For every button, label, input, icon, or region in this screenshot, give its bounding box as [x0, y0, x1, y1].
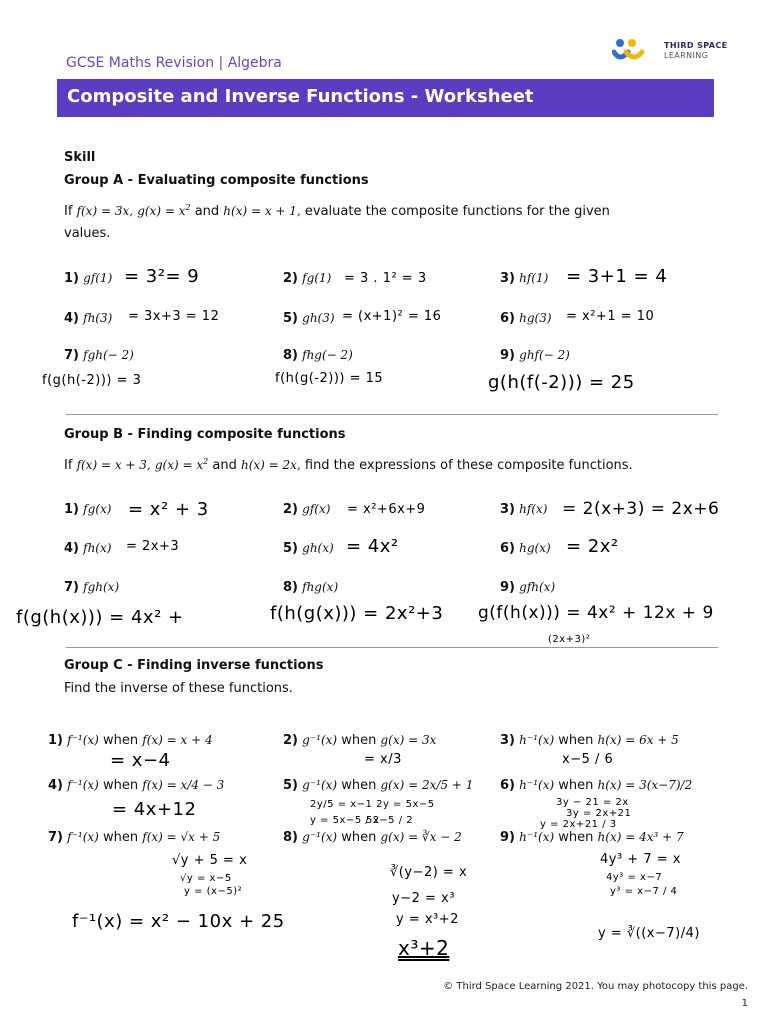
q-def: h(x) = 3(x−7)/2: [597, 778, 693, 792]
q-number: 2): [283, 733, 298, 748]
q-expr: ghf(− 2): [519, 348, 570, 362]
q-number: 2): [283, 502, 298, 517]
group-a-title: Group A - Evaluating composite functions: [64, 173, 369, 188]
q-inverse: h⁻¹(x): [519, 733, 555, 747]
q-when: when: [558, 778, 594, 793]
working-c8a: ∛(y−2) = x: [390, 865, 468, 880]
q-def: h(x) = 6x + 5: [597, 733, 679, 747]
group-b-title: Group B - Finding composite functions: [64, 427, 346, 442]
q-number: 7): [64, 580, 79, 595]
answer-b5: = 4x²: [346, 536, 399, 557]
page-title: Composite and Inverse Functions - Worksheet: [67, 86, 534, 107]
q-inverse: g⁻¹(x): [302, 733, 338, 747]
q-def: h(x) = 4x³ + 7: [597, 830, 684, 844]
question-c9: [500, 830, 684, 845]
answer-c2: = x/3: [364, 752, 402, 767]
q-expr: gh(3): [302, 311, 335, 325]
question-a2: [283, 271, 331, 286]
q-number: 7): [64, 348, 79, 363]
q-number: 5): [283, 541, 298, 556]
q-def: g(x) = 3x: [380, 733, 437, 747]
working-c8c: y = x³+2: [396, 912, 459, 927]
answer-c7: f⁻¹(x) = x² − 10x + 25: [72, 911, 285, 932]
answer-b9-note: (2x+3)²: [548, 634, 591, 645]
question-b3: [500, 502, 547, 517]
q-number: 3): [500, 502, 515, 517]
q-when: when: [341, 778, 377, 793]
logo-icon: [612, 38, 656, 64]
working-c6c: y = 2x+21 / 3: [540, 819, 617, 830]
q-number: 4): [48, 778, 63, 793]
working-c5b: y = 5x−5 / 2: [310, 815, 380, 826]
group-c-instruction: Find the inverse of these functions.: [64, 681, 293, 696]
func-h: h(x) = 2x,: [240, 458, 301, 472]
question-b9: [500, 580, 555, 595]
q-when: when: [103, 830, 139, 845]
page-number: 1: [741, 998, 748, 1009]
q-number: 6): [500, 541, 515, 556]
question-a1: [64, 271, 112, 286]
answer-b8: f(h(g(x))) = 2x²+3: [270, 603, 444, 624]
instr-suffix: evaluate the composite functions for the given: [304, 204, 610, 219]
answer-b2: = x²+6x+9: [347, 502, 426, 517]
answer-a7: f(g(h(-2))) = 3: [42, 373, 142, 388]
q-expr: gf(x): [302, 502, 331, 516]
answer-b7: f(g(h(x))) = 4x² +: [16, 607, 184, 628]
func-f: f(x) = 3x,: [76, 204, 134, 218]
q-number: 4): [64, 541, 79, 556]
q-def: f(x) = √x + 5: [142, 830, 221, 844]
question-a6: [500, 311, 552, 326]
working-c6a: 3y − 21 = 2x: [556, 797, 629, 808]
instr-prefix: If: [64, 458, 73, 473]
group-b-instruction: [64, 451, 704, 477]
working-c6b: 3y = 2x+21: [566, 808, 632, 819]
q-expr: hg(x): [519, 541, 551, 555]
q-number: 8): [283, 580, 298, 595]
answer-a2: = 3 . 1² = 3: [344, 271, 427, 286]
answer-c4: = 4x+12: [112, 799, 197, 820]
q-when: when: [341, 733, 377, 748]
answer-b1: = x² + 3: [128, 499, 209, 520]
question-c7: [48, 830, 220, 845]
answer-a5: = (x+1)² = 16: [342, 309, 442, 324]
q-number: 1): [48, 733, 63, 748]
working-c5a: 2y/5 = x−1 2y = 5x−5: [310, 799, 435, 810]
q-when: when: [341, 830, 377, 845]
working-c8b: y−2 = x³: [392, 891, 455, 906]
working-c7a: √y + 5 = x: [172, 853, 248, 868]
q-inverse: f⁻¹(x): [67, 830, 99, 844]
question-b6: [500, 541, 551, 556]
working-c9c: y³ = x−7 / 4: [610, 886, 678, 897]
q-number: 5): [283, 311, 298, 326]
instr-prefix: If: [64, 204, 73, 219]
q-inverse: h⁻¹(x): [519, 830, 555, 844]
func-f: f(x) = x + 3,: [76, 458, 151, 472]
q-inverse: f⁻¹(x): [67, 778, 99, 792]
q-expr: gh(x): [302, 541, 334, 555]
question-b5: [283, 541, 334, 556]
q-number: 9): [500, 348, 515, 363]
answer-a9: g(h(f(-2))) = 25: [488, 372, 635, 393]
func-g-exp: 2: [185, 203, 191, 212]
answer-a1: = 3²= 9: [124, 266, 200, 287]
working-c7c: y = (x−5)²: [184, 886, 243, 897]
q-inverse: g⁻¹(x): [302, 778, 338, 792]
q-number: 3): [500, 733, 515, 748]
q-number: 5): [283, 778, 298, 793]
answer-a4: = 3x+3 = 12: [128, 309, 220, 324]
instr-suffix: find the expressions of these composite functions.: [304, 458, 633, 473]
func-g: [155, 458, 208, 472]
question-a5: [283, 311, 335, 326]
q-inverse: g⁻¹(x): [302, 830, 338, 844]
func-g: [137, 204, 190, 218]
working-c9b: 4y³ = x−7: [606, 872, 663, 883]
answer-b3: = 2(x+3) = 2x+6: [562, 499, 720, 519]
q-number: 7): [48, 830, 63, 845]
answer-c3: x−5 / 6: [562, 752, 614, 767]
question-c2: [283, 733, 436, 748]
instr-and: and: [212, 458, 237, 473]
q-number: 6): [500, 778, 515, 793]
func-h: h(x) = x + 1,: [223, 204, 301, 218]
q-inverse: f⁻¹(x): [67, 733, 99, 747]
question-c6: [500, 778, 692, 793]
section-divider: [66, 414, 718, 415]
section-divider: [66, 647, 718, 648]
question-c5: [283, 778, 473, 793]
q-number: 4): [64, 311, 79, 326]
question-b7: [64, 580, 119, 595]
q-expr: fhg(x): [302, 580, 339, 594]
q-number: 9): [500, 580, 515, 595]
q-expr: hf(x): [519, 502, 548, 516]
logo-line-2: LEARNING: [664, 51, 709, 60]
question-a9: [500, 348, 570, 363]
answer-a8: f(h(g(-2))) = 15: [275, 371, 384, 386]
question-a4: [64, 311, 112, 326]
q-expr: hg(3): [519, 311, 552, 325]
instr-and: and: [194, 204, 220, 219]
instr-line2: values.: [64, 226, 111, 241]
working-c9a: 4y³ + 7 = x: [600, 852, 681, 867]
q-when: when: [103, 733, 139, 748]
q-expr: fg(1): [302, 271, 332, 285]
q-def: f(x) = x/4 − 3: [142, 778, 225, 792]
q-expr: fgh(− 2): [83, 348, 134, 362]
question-b8: [283, 580, 338, 595]
q-expr: gf(1): [83, 271, 113, 285]
q-def: f(x) = x + 4: [142, 733, 213, 747]
answer-b6: = 2x²: [566, 536, 619, 557]
q-inverse: h⁻¹(x): [519, 778, 555, 792]
func-g-exp: 2: [203, 457, 209, 466]
func-g-base: g(x) = x: [154, 458, 204, 472]
working-c7b: √y = x−5: [180, 873, 232, 884]
q-number: 2): [283, 271, 298, 286]
q-number: 6): [500, 311, 515, 326]
q-number: 1): [64, 271, 79, 286]
question-b4: [64, 541, 111, 556]
title-banner: [57, 79, 714, 117]
question-c1: [48, 733, 213, 748]
skill-label: Skill: [64, 150, 96, 165]
q-expr: fh(3): [83, 311, 113, 325]
q-expr: fhg(− 2): [302, 348, 353, 362]
q-number: 8): [283, 830, 298, 845]
question-a3: [500, 271, 548, 286]
answer-c8: x³+2: [398, 936, 450, 960]
answer-a6: = x²+1 = 10: [566, 309, 655, 324]
question-c8: [283, 830, 462, 845]
logo-line-1: THIRD SPACE: [664, 41, 728, 50]
breadcrumb: GCSE Maths Revision | Algebra: [66, 55, 282, 71]
answer-b4: = 2x+3: [126, 539, 180, 554]
question-c4: [48, 778, 224, 793]
q-expr: fg(x): [83, 502, 112, 516]
answer-c1: = x−4: [110, 750, 171, 771]
question-b1: [64, 502, 111, 517]
question-b2: [283, 502, 330, 517]
question-a7: [64, 348, 134, 363]
working-c5c: 5x−5 / 2: [366, 815, 414, 826]
answer-b9: g(f(h(x))) = 4x² + 12x + 9: [478, 603, 714, 623]
q-def: g(x) = 2x/5 + 1: [380, 778, 474, 792]
third-space-learning-logo: [612, 38, 728, 64]
q-expr: fh(x): [83, 541, 112, 555]
q-def: g(x) = ∛x − 2: [380, 830, 462, 844]
group-a-instruction: [64, 197, 704, 245]
q-number: 8): [283, 348, 298, 363]
q-number: 3): [500, 271, 515, 286]
copyright-footer: © Third Space Learning 2021. You may photocopy this page.: [443, 981, 748, 992]
question-a8: [283, 348, 353, 363]
q-expr: hf(1): [519, 271, 549, 285]
question-c3: [500, 733, 679, 748]
q-expr: gfh(x): [519, 580, 556, 594]
func-g-base: g(x) = x: [137, 204, 186, 218]
q-when: when: [103, 778, 139, 793]
q-expr: fgh(x): [83, 580, 120, 594]
q-when: when: [558, 830, 594, 845]
answer-a3: = 3+1 = 4: [566, 266, 668, 287]
answer-c9: y = ∛((x−7)/4): [598, 926, 700, 941]
q-number: 1): [64, 502, 79, 517]
q-number: 9): [500, 830, 515, 845]
q-when: when: [558, 733, 594, 748]
group-c-title: Group C - Finding inverse functions: [64, 658, 324, 673]
